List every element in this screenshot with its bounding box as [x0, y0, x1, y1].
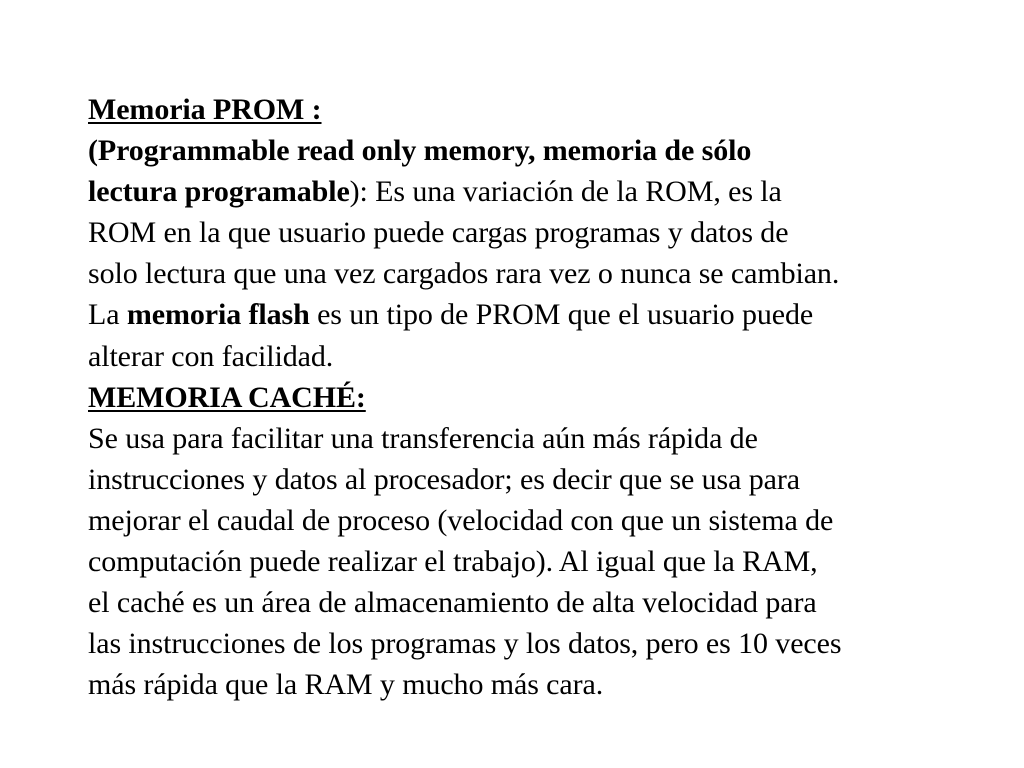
prom-term-bold: lectura programable [88, 175, 350, 209]
flash-sentence-pre: La [88, 298, 127, 332]
prom-definition-line-2 [88, 171, 988, 212]
prom-definition-line-4: solo lectura que una vez cargados rara vez o nunca se cambian. [88, 257, 840, 291]
flash-sentence-post: es un tipo de PROM que el usuario puede [309, 298, 814, 332]
cache-paragraph-line: el caché es un área de almacenamiento de alta velocidad para [88, 586, 817, 620]
flash-sentence-line [88, 294, 988, 335]
cache-paragraph-line: Se usa para facilitar una transferencia aún más rápida de [88, 421, 758, 455]
prom-definition-line-2-rest: ): Es una variación de la ROM, es la [349, 175, 782, 209]
cache-paragraph-line: mejorar el caudal de proceso (velocidad con que un sistema de [88, 503, 834, 537]
slide-text-block [88, 89, 988, 705]
prom-definition-line-3: ROM en la que usuario puede cargas programas y datos de [88, 216, 789, 250]
cache-paragraph-line: más rápida que la RAM y mucho más cara. [88, 668, 604, 702]
cache-paragraph-line: computación puede realizar el trabajo). Al igual que la RAM, [88, 545, 818, 579]
flash-term-bold: memoria flash [126, 298, 310, 332]
prom-definition-line-1: (Programmable read only memory, memoria de sólo [88, 134, 752, 168]
prom-heading: Memoria PROM : [88, 93, 322, 126]
cache-paragraph-line: instrucciones y datos al procesador; es decir que se usa para [88, 462, 800, 496]
cache-heading: MEMORIA CACHÉ: [88, 380, 366, 414]
cache-paragraph-line: las instrucciones de los programas y los datos, pero es 10 veces [88, 627, 842, 661]
prom-definition-line-6: alterar con facilidad. [88, 339, 334, 373]
